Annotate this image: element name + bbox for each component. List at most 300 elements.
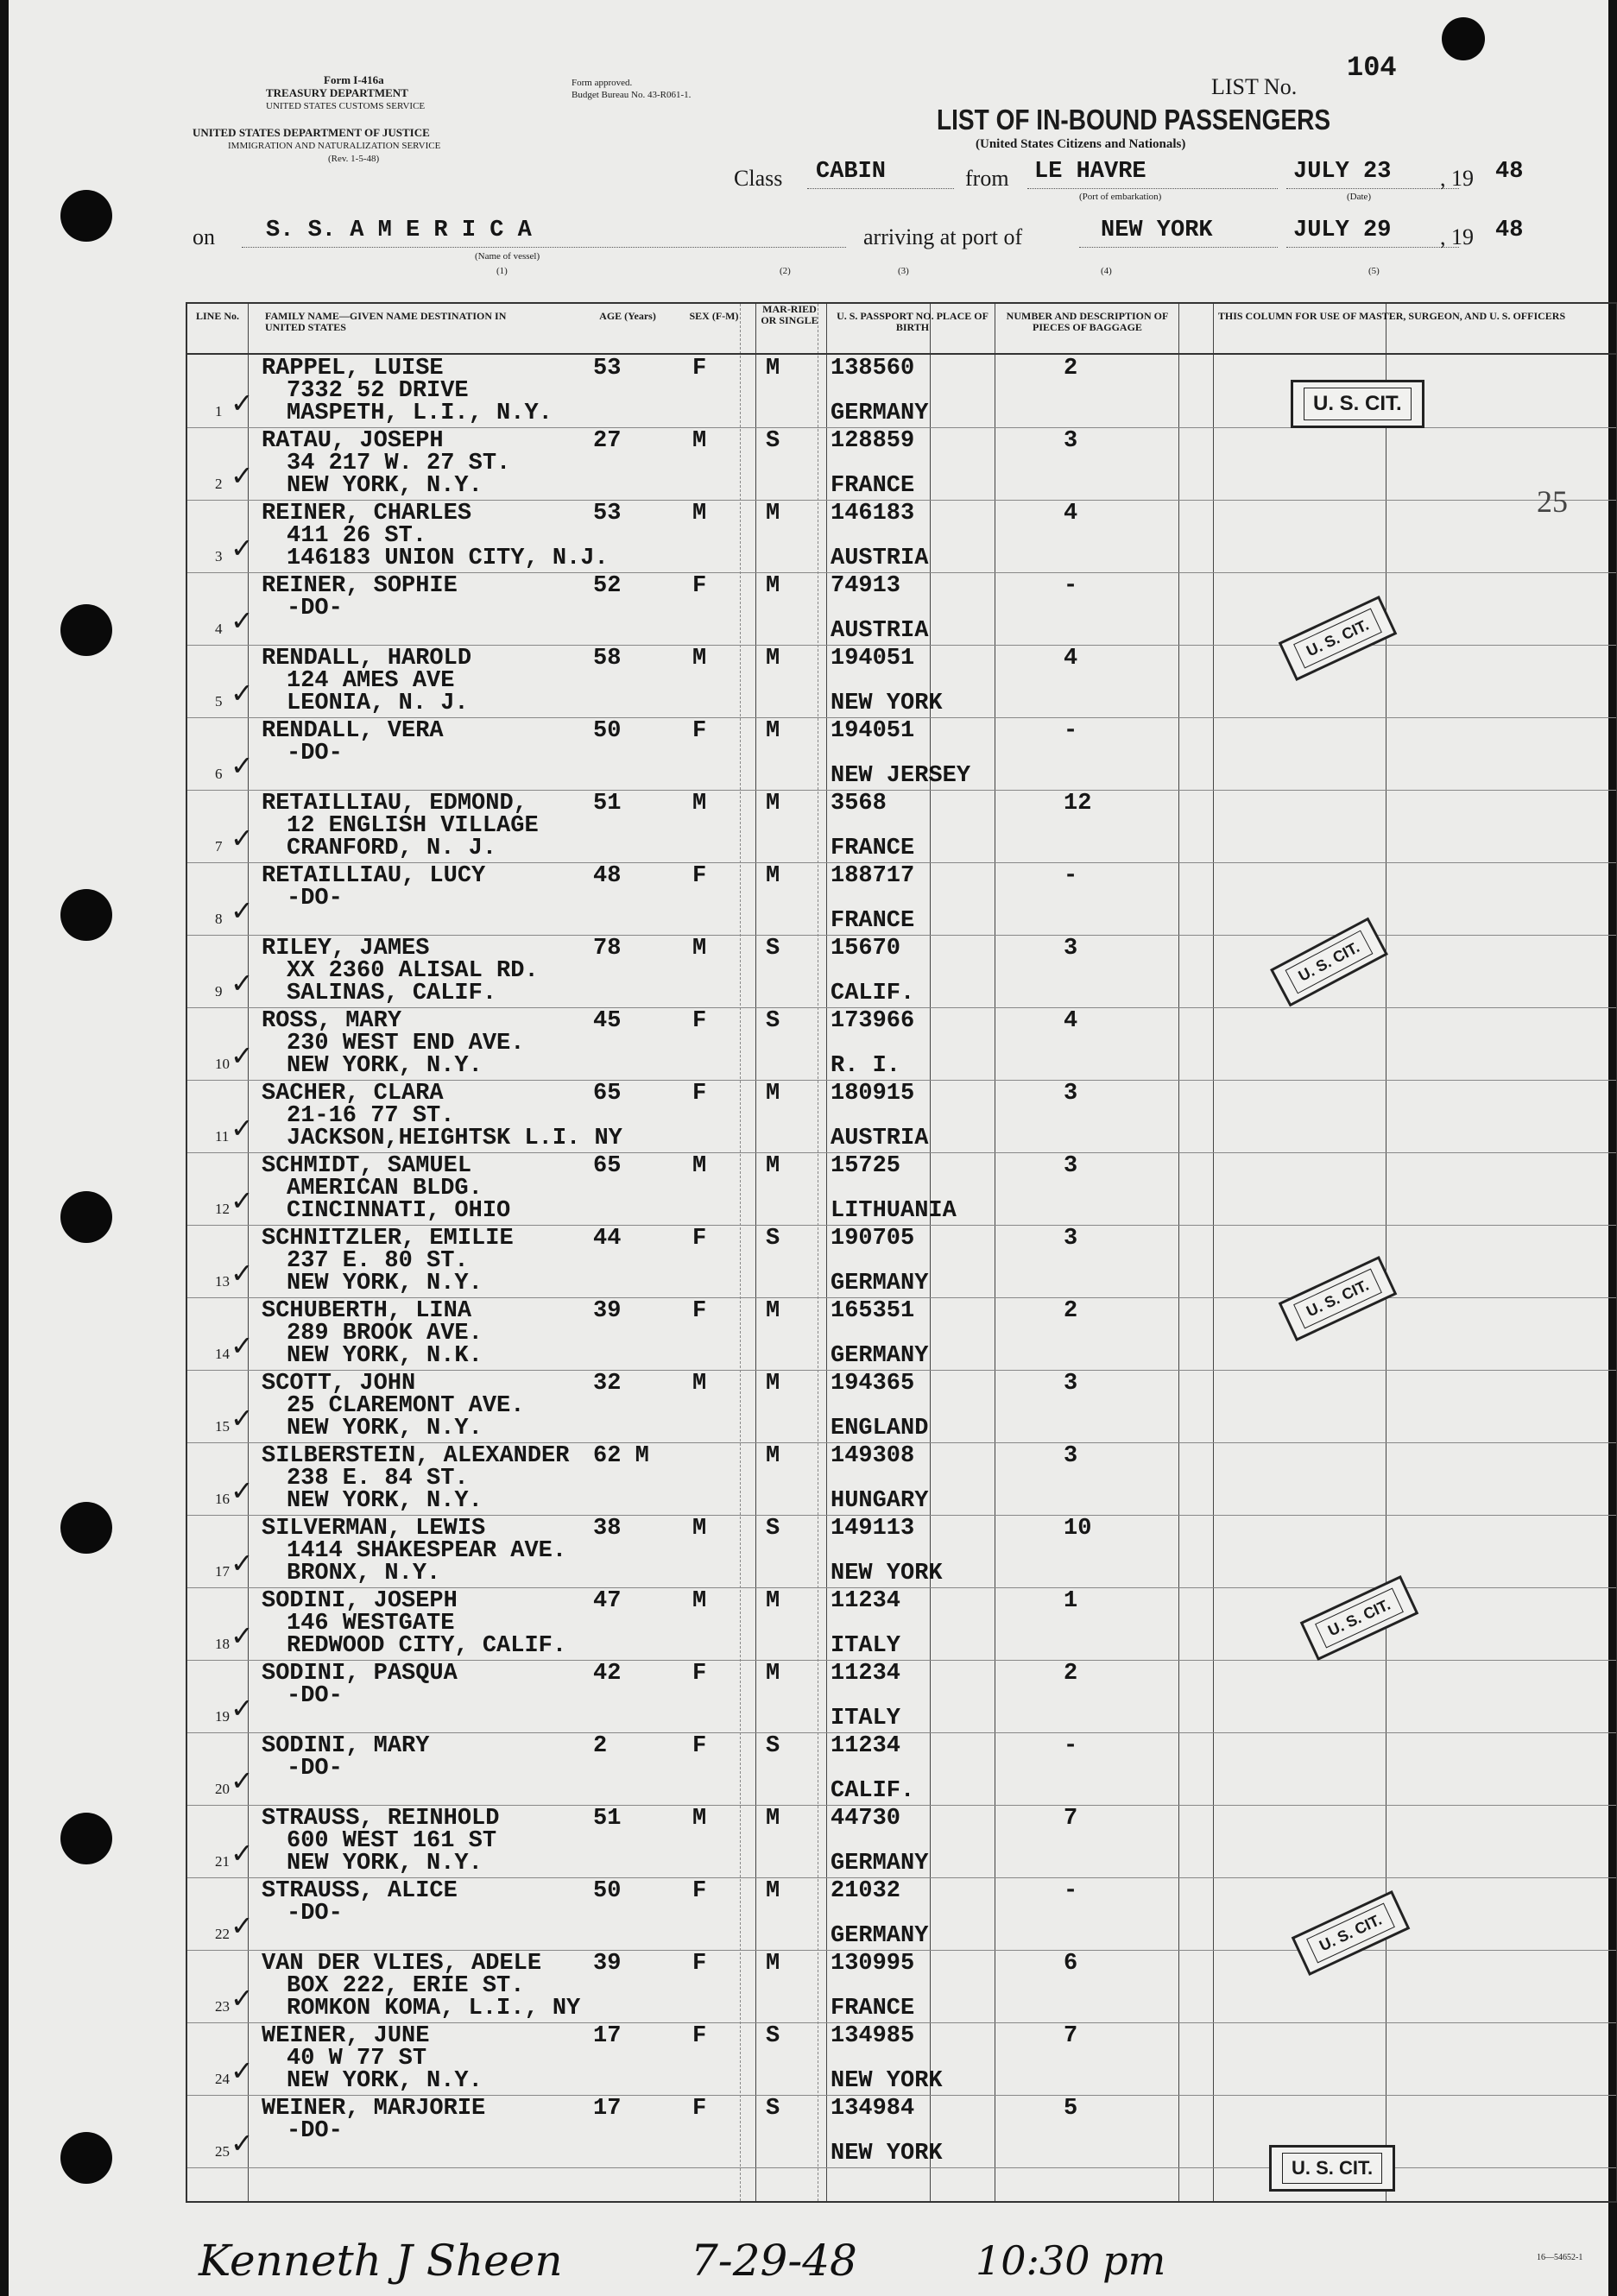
passport-no: 11234 bbox=[831, 1661, 901, 1687]
table-row bbox=[187, 1733, 1616, 1806]
place-of-birth: CALIF. bbox=[831, 1778, 915, 1804]
row-line-no: 13 bbox=[215, 1273, 230, 1290]
passenger-marital: M bbox=[766, 1081, 780, 1107]
checkmark-icon: ✓ bbox=[231, 1982, 254, 2015]
checkmark-icon: ✓ bbox=[231, 1402, 254, 1435]
passenger-sex: M bbox=[692, 1588, 707, 1614]
checkmark-icon: ✓ bbox=[231, 1474, 254, 1507]
passenger-marital: M bbox=[766, 1661, 780, 1687]
row-line-no: 16 bbox=[215, 1491, 230, 1507]
passenger-age: 53 bbox=[593, 501, 622, 527]
passenger-marital: S bbox=[766, 1226, 780, 1252]
passenger-address-1: 12 ENGLISH VILLAGE bbox=[287, 813, 539, 839]
passport-no: 44730 bbox=[831, 1806, 901, 1832]
row-line-no: 22 bbox=[215, 1926, 230, 1942]
col-married: MAR-RIED OR SINGLE bbox=[761, 303, 818, 326]
passport-no: 15670 bbox=[831, 936, 901, 962]
passenger-address-1: 21-16 77 ST. bbox=[287, 1103, 455, 1129]
departure-date: JULY 23 bbox=[1293, 159, 1392, 185]
place-of-birth: FRANCE bbox=[831, 908, 915, 934]
passport-no: 149113 bbox=[831, 1516, 915, 1542]
passenger-name: VAN DER VLIES, ADELE bbox=[262, 1951, 542, 1977]
from-value: LE HAVRE bbox=[1034, 159, 1146, 185]
passenger-name: RENDALL, HAROLD bbox=[262, 646, 472, 672]
baggage-count: 3 bbox=[1064, 1081, 1078, 1107]
passenger-marital: S bbox=[766, 2023, 780, 2049]
us-cit-stamp: U. S. CIT. bbox=[1279, 1256, 1398, 1341]
checkmark-icon: ✓ bbox=[231, 894, 254, 927]
passenger-address-2: JACKSON,HEIGHTSK L.I. NY bbox=[287, 1126, 622, 1151]
place-of-birth: FRANCE bbox=[831, 836, 915, 861]
passenger-address-2: NEW YORK, N.Y. bbox=[287, 1053, 483, 1079]
checkmark-icon: ✓ bbox=[231, 2127, 254, 2160]
passenger-age: 50 bbox=[593, 718, 622, 744]
passenger-name: RILEY, JAMES bbox=[262, 936, 430, 962]
place-of-birth: R. I. bbox=[831, 1053, 901, 1079]
col-num: (5) bbox=[1368, 266, 1380, 276]
place-of-birth: ENGLAND bbox=[831, 1416, 929, 1441]
checkmark-icon: ✓ bbox=[231, 1184, 254, 1217]
form-approved: Form approved. bbox=[572, 78, 633, 88]
passenger-address-1: 7332 52 DRIVE bbox=[287, 378, 469, 404]
passenger-address-2: 146183 UNION CITY, N.J. bbox=[287, 546, 609, 571]
baggage-count: 3 bbox=[1064, 428, 1078, 454]
place-of-birth: FRANCE bbox=[831, 473, 915, 499]
checkmark-icon: ✓ bbox=[231, 1909, 254, 1942]
checkmark-icon: ✓ bbox=[231, 1547, 254, 1580]
us-cit-stamp: U. S. CIT. bbox=[1279, 596, 1398, 681]
row-line-no: 25 bbox=[215, 2143, 230, 2160]
passenger-sex: F bbox=[692, 573, 707, 599]
row-line-no: 21 bbox=[215, 1853, 230, 1870]
passenger-marital: S bbox=[766, 2096, 780, 2122]
row-line-no: 2 bbox=[215, 476, 223, 492]
passenger-name: WEINER, JUNE bbox=[262, 2023, 430, 2049]
place-of-birth: NEW YORK bbox=[831, 691, 943, 716]
passenger-address-1: 238 E. 84 ST. bbox=[287, 1466, 469, 1492]
passenger-address-1: 124 AMES AVE bbox=[287, 668, 455, 694]
passport-no: 146183 bbox=[831, 501, 915, 527]
place-of-birth: LITHUANIA bbox=[831, 1198, 957, 1224]
row-line-no: 3 bbox=[215, 548, 223, 565]
passenger-sex: F bbox=[692, 356, 707, 382]
passenger-marital: M bbox=[766, 1298, 780, 1324]
passenger-address-2: LEONIA, N. J. bbox=[287, 691, 469, 716]
passenger-sex: F bbox=[692, 2096, 707, 2122]
passenger-marital: M bbox=[766, 1153, 780, 1179]
passenger-name: RENDALL, VERA bbox=[262, 718, 444, 744]
passenger-marital: M bbox=[766, 718, 780, 744]
checkmark-icon: ✓ bbox=[231, 1692, 254, 1725]
passenger-age: 38 bbox=[593, 1516, 622, 1542]
passenger-name: SCHUBERTH, LINA bbox=[262, 1298, 472, 1324]
table-row bbox=[187, 1008, 1616, 1081]
passenger-marital: M bbox=[766, 1806, 780, 1832]
passenger-sex: F bbox=[692, 1226, 707, 1252]
baggage-count: 3 bbox=[1064, 1153, 1078, 1179]
passenger-marital: M bbox=[766, 573, 780, 599]
vessel-name: S. S. A M E R I C A bbox=[266, 218, 532, 243]
passenger-age: 53 bbox=[593, 356, 622, 382]
passenger-sex: M bbox=[692, 1516, 707, 1542]
place-of-birth: ITALY bbox=[831, 1706, 901, 1731]
passenger-marital: M bbox=[766, 1588, 780, 1614]
signature: Kenneth J Sheen bbox=[199, 2236, 563, 2286]
passenger-name: SCHMIDT, SAMUEL bbox=[262, 1153, 472, 1179]
year-prefix: , 19 bbox=[1440, 166, 1474, 191]
passport-no: 74913 bbox=[831, 573, 901, 599]
table-row bbox=[187, 1081, 1616, 1153]
col-baggage: NUMBER AND DESCRIPTION OF PIECES OF BAGGAGE bbox=[1006, 310, 1169, 333]
arrival-date: JULY 29 bbox=[1293, 218, 1392, 243]
passport-no: 134984 bbox=[831, 2096, 915, 2122]
passenger-address-2: NEW YORK, N.Y. bbox=[287, 1488, 483, 1514]
table-row bbox=[187, 573, 1616, 646]
passenger-age: 62 M bbox=[593, 1443, 649, 1469]
passenger-marital: M bbox=[766, 1951, 780, 1977]
passport-no: 165351 bbox=[831, 1298, 915, 1324]
baggage-count: 2 bbox=[1064, 1298, 1078, 1324]
passenger-address-2: MASPETH, L.I., N.Y. bbox=[287, 401, 553, 426]
passenger-name: RETAILLIAU, LUCY bbox=[262, 863, 486, 889]
table-row bbox=[187, 428, 1616, 501]
checkmark-icon: ✓ bbox=[231, 1329, 254, 1362]
passport-no: 128859 bbox=[831, 428, 915, 454]
baggage-count: - bbox=[1064, 863, 1078, 889]
passenger-age: 2 bbox=[593, 1733, 608, 1759]
passenger-name: SCOTT, JOHN bbox=[262, 1371, 416, 1397]
passenger-address-1: -DO- bbox=[287, 1901, 343, 1927]
table-row bbox=[187, 1226, 1616, 1298]
checkmark-icon: ✓ bbox=[231, 677, 254, 710]
place-of-birth: AUSTRIA bbox=[831, 546, 929, 571]
col-age: AGE (Years) bbox=[599, 310, 656, 322]
us-cit-stamp: U. S. CIT. bbox=[1292, 1890, 1411, 1976]
passenger-address-2: NEW YORK, N.Y. bbox=[287, 473, 483, 499]
us-cit-stamp: U. S. CIT. bbox=[1300, 1575, 1419, 1661]
from-label: from bbox=[965, 166, 1009, 191]
us-cit-stamp: U. S. CIT. bbox=[1269, 2145, 1395, 2192]
passenger-address-1: -DO- bbox=[287, 886, 343, 911]
table-row bbox=[187, 1806, 1616, 1878]
punch-hole bbox=[1442, 17, 1485, 60]
row-line-no: 18 bbox=[215, 1636, 230, 1652]
list-no: 104 bbox=[1347, 52, 1397, 84]
port-caption: (Port of embarkation) bbox=[1079, 192, 1162, 202]
place-of-birth: NEW JERSEY bbox=[831, 763, 971, 789]
passenger-name: SILBERSTEIN, ALEXANDER bbox=[262, 1443, 570, 1469]
checkmark-icon: ✓ bbox=[231, 1764, 254, 1797]
checkmark-icon: ✓ bbox=[231, 1039, 254, 1072]
checkmark-icon: ✓ bbox=[231, 749, 254, 782]
passenger-sex: M bbox=[692, 646, 707, 672]
passport-no: 188717 bbox=[831, 863, 915, 889]
passenger-age: 27 bbox=[593, 428, 622, 454]
checkmark-icon: ✓ bbox=[231, 459, 254, 492]
passport-no: 21032 bbox=[831, 1878, 901, 1904]
table-row bbox=[187, 2023, 1616, 2096]
passenger-marital: M bbox=[766, 356, 780, 382]
page-title: LIST OF IN-BOUND PASSENGERS bbox=[937, 104, 1331, 136]
passenger-age: 52 bbox=[593, 573, 622, 599]
passenger-address-1: 230 WEST END AVE. bbox=[287, 1031, 525, 1057]
baggage-count: 4 bbox=[1064, 1008, 1078, 1034]
passport-no: 190705 bbox=[831, 1226, 915, 1252]
place-of-birth: NEW YORK bbox=[831, 1561, 943, 1586]
baggage-count: - bbox=[1064, 573, 1078, 599]
passenger-marital: S bbox=[766, 1008, 780, 1034]
baggage-count: 3 bbox=[1064, 936, 1078, 962]
row-line-no: 23 bbox=[215, 1998, 230, 2015]
baggage-count: 3 bbox=[1064, 1371, 1078, 1397]
passenger-age: 47 bbox=[593, 1588, 622, 1614]
passenger-age: 50 bbox=[593, 1878, 622, 1904]
passenger-sex: F bbox=[692, 1661, 707, 1687]
place-of-birth: NEW YORK bbox=[831, 2068, 943, 2094]
passenger-age: 39 bbox=[593, 1951, 622, 1977]
passenger-name: REINER, CHARLES bbox=[262, 501, 472, 527]
passenger-address-1: 289 BROOK AVE. bbox=[287, 1321, 483, 1347]
baggage-count: - bbox=[1064, 718, 1078, 744]
baggage-count: 2 bbox=[1064, 356, 1078, 382]
punch-hole bbox=[60, 2132, 112, 2184]
passenger-sex: F bbox=[692, 1878, 707, 1904]
passenger-sex: F bbox=[692, 1951, 707, 1977]
baggage-count: 5 bbox=[1064, 2096, 1078, 2122]
revision: (Rev. 1-5-48) bbox=[328, 154, 380, 164]
passport-no: 173966 bbox=[831, 1008, 915, 1034]
budget-bureau: Budget Bureau No. 43-R061-1. bbox=[572, 90, 692, 100]
passenger-age: 17 bbox=[593, 2096, 622, 2122]
passenger-marital: S bbox=[766, 428, 780, 454]
passenger-marital: M bbox=[766, 1443, 780, 1469]
ins-name: IMMIGRATION AND NATURALIZATION SERVICE bbox=[228, 141, 441, 151]
passenger-sex: F bbox=[692, 863, 707, 889]
place-of-birth: AUSTRIA bbox=[831, 618, 929, 644]
us-cit-stamp: U. S. CIT. bbox=[1291, 380, 1424, 428]
class-label: Class bbox=[734, 166, 783, 191]
place-of-birth: CALIF. bbox=[831, 981, 915, 1006]
passenger-sex: M bbox=[692, 501, 707, 527]
row-line-no: 14 bbox=[215, 1346, 230, 1362]
passenger-address-2: SALINAS, CALIF. bbox=[287, 981, 497, 1006]
passenger-sex: M bbox=[692, 1153, 707, 1179]
us-cit-stamp: U. S. CIT. bbox=[1270, 918, 1388, 1007]
passenger-address-1: 146 WESTGATE bbox=[287, 1611, 455, 1637]
passenger-address-2: NEW YORK, N.Y. bbox=[287, 2068, 483, 2094]
punch-hole bbox=[60, 1502, 112, 1554]
baggage-count: - bbox=[1064, 1878, 1078, 1904]
table-row bbox=[187, 791, 1616, 863]
passenger-name: REINER, SOPHIE bbox=[262, 573, 458, 599]
col-sex: SEX (F-M) bbox=[689, 310, 739, 322]
checkmark-icon: ✓ bbox=[231, 387, 254, 419]
checkmark-icon: ✓ bbox=[231, 532, 254, 565]
checkmark-icon: ✓ bbox=[231, 1619, 254, 1652]
baggage-count: 3 bbox=[1064, 1226, 1078, 1252]
row-line-no: 17 bbox=[215, 1563, 230, 1580]
passenger-address-1: 1414 SHAKESPEAR AVE. bbox=[287, 1538, 567, 1564]
passenger-name: WEINER, MARJORIE bbox=[262, 2096, 486, 2122]
passport-no: 134985 bbox=[831, 2023, 915, 2049]
row-line-no: 6 bbox=[215, 766, 223, 782]
row-line-no: 15 bbox=[215, 1418, 230, 1435]
passenger-name: RETAILLIAU, EDMOND, bbox=[262, 791, 527, 817]
passenger-address-1: 600 WEST 161 ST bbox=[287, 1828, 497, 1854]
passenger-age: 51 bbox=[593, 791, 622, 817]
table-row bbox=[187, 718, 1616, 791]
table-row bbox=[187, 1153, 1616, 1226]
passport-no: 138560 bbox=[831, 356, 915, 382]
passenger-sex: M bbox=[692, 791, 707, 817]
passenger-address-1: 237 E. 80 ST. bbox=[287, 1248, 469, 1274]
passenger-marital: M bbox=[766, 863, 780, 889]
passport-no: 149308 bbox=[831, 1443, 915, 1469]
col-name: FAMILY NAME—GIVEN NAME DESTINATION IN UNITED STATES bbox=[265, 310, 507, 333]
on-label: on bbox=[193, 224, 215, 249]
passenger-sex: F bbox=[692, 1081, 707, 1107]
baggage-count: 4 bbox=[1064, 501, 1078, 527]
row-line-no: 5 bbox=[215, 693, 223, 710]
passport-no: 180915 bbox=[831, 1081, 915, 1107]
baggage-count: 10 bbox=[1064, 1516, 1092, 1542]
baggage-count: 7 bbox=[1064, 1806, 1078, 1832]
checkmark-icon: ✓ bbox=[231, 967, 254, 1000]
passenger-address-1: XX 2360 ALISAL RD. bbox=[287, 958, 539, 984]
passenger-address-2: NEW YORK, N.K. bbox=[287, 1343, 483, 1369]
punch-hole bbox=[60, 1813, 112, 1864]
punch-hole bbox=[60, 1191, 112, 1243]
passenger-address-2: NEW YORK, N.Y. bbox=[287, 1271, 483, 1296]
passenger-marital: S bbox=[766, 1733, 780, 1759]
baggage-count: 12 bbox=[1064, 791, 1092, 817]
passenger-name: SODINI, JOSEPH bbox=[262, 1588, 458, 1614]
passenger-marital: S bbox=[766, 936, 780, 962]
passenger-address-1: 411 26 ST. bbox=[287, 523, 427, 549]
passenger-age: 45 bbox=[593, 1008, 622, 1034]
passenger-marital: M bbox=[766, 501, 780, 527]
checkmark-icon: ✓ bbox=[231, 1257, 254, 1290]
passenger-address-1: -DO- bbox=[287, 596, 343, 621]
passenger-address-1: BOX 222, ERIE ST. bbox=[287, 1973, 525, 1999]
class-value: CABIN bbox=[816, 159, 887, 185]
place-of-birth: GERMANY bbox=[831, 401, 929, 426]
departure-year: 48 bbox=[1495, 159, 1524, 185]
page-subtitle: (United States Citizens and Nationals) bbox=[976, 137, 1186, 151]
passenger-name: SODINI, MARY bbox=[262, 1733, 430, 1759]
passport-no: 3568 bbox=[831, 791, 887, 817]
passenger-name: RAPPEL, LUISE bbox=[262, 356, 444, 382]
place-of-birth: FRANCE bbox=[831, 1996, 915, 2022]
place-of-birth: GERMANY bbox=[831, 1271, 929, 1296]
passport-no: 194365 bbox=[831, 1371, 915, 1397]
col-line-no: LINE No. bbox=[195, 310, 239, 322]
passenger-sex: F bbox=[692, 1298, 707, 1324]
place-of-birth: NEW YORK bbox=[831, 2141, 943, 2167]
passenger-name: SACHER, CLARA bbox=[262, 1081, 444, 1107]
row-line-no: 20 bbox=[215, 1781, 230, 1797]
passport-no: 15725 bbox=[831, 1153, 901, 1179]
passenger-sex: F bbox=[692, 718, 707, 744]
passenger-address-2: CINCINNATI, OHIO bbox=[287, 1198, 511, 1224]
passenger-age: 51 bbox=[593, 1806, 622, 1832]
passenger-sex: M bbox=[692, 428, 707, 454]
passenger-marital: M bbox=[766, 791, 780, 817]
passenger-marital: M bbox=[766, 1878, 780, 1904]
arrival-year-prefix: , 19 bbox=[1440, 224, 1474, 249]
place-of-birth: AUSTRIA bbox=[831, 1126, 929, 1151]
passenger-age: 65 bbox=[593, 1081, 622, 1107]
col-num: (1) bbox=[496, 266, 508, 276]
baggage-count: 3 bbox=[1064, 1443, 1078, 1469]
signature-date: 7-29-48 bbox=[691, 2236, 857, 2286]
punch-hole bbox=[60, 889, 112, 941]
checkmark-icon: ✓ bbox=[231, 822, 254, 855]
col-num: (4) bbox=[1101, 266, 1112, 276]
row-line-no: 8 bbox=[215, 911, 223, 927]
passenger-address-1: -DO- bbox=[287, 1683, 343, 1709]
table-row bbox=[187, 1298, 1616, 1371]
passenger-address-1: 40 W 77 ST bbox=[287, 2046, 427, 2072]
passenger-sex: F bbox=[692, 1733, 707, 1759]
passenger-address-2: ROMKON KOMA, L.I., NY bbox=[287, 1996, 581, 2022]
checkmark-icon: ✓ bbox=[231, 604, 254, 637]
row-line-no: 19 bbox=[215, 1708, 230, 1725]
passenger-age: 32 bbox=[593, 1371, 622, 1397]
passenger-address-1: 25 CLAREMONT AVE. bbox=[287, 1393, 525, 1419]
passenger-sex: F bbox=[692, 1008, 707, 1034]
row-line-no: 24 bbox=[215, 2071, 230, 2087]
table-row bbox=[187, 1371, 1616, 1443]
passenger-age: 48 bbox=[593, 863, 622, 889]
table-row bbox=[187, 1661, 1616, 1733]
passenger-address-2: BRONX, N.Y. bbox=[287, 1561, 441, 1586]
margin-count: 25 bbox=[1537, 484, 1568, 519]
passenger-sex: M bbox=[692, 1371, 707, 1397]
passenger-address-2: CRANFORD, N. J. bbox=[287, 836, 497, 861]
baggage-count: 2 bbox=[1064, 1661, 1078, 1687]
passenger-name: SCHNITZLER, EMILIE bbox=[262, 1226, 514, 1252]
row-line-no: 10 bbox=[215, 1056, 230, 1072]
col-num: (3) bbox=[898, 266, 909, 276]
passport-no: 194051 bbox=[831, 718, 915, 744]
passport-no: 11234 bbox=[831, 1588, 901, 1614]
treasury-dept: TREASURY DEPARTMENT bbox=[266, 86, 408, 99]
passenger-name: SODINI, PASQUA bbox=[262, 1661, 458, 1687]
baggage-count: 6 bbox=[1064, 1951, 1078, 1977]
table-row bbox=[187, 2096, 1616, 2168]
table-row bbox=[187, 646, 1616, 718]
passenger-address-2: REDWOOD CITY, CALIF. bbox=[287, 1633, 567, 1659]
arrival-year: 48 bbox=[1495, 218, 1524, 243]
justice-dept: UNITED STATES DEPARTMENT OF JUSTICE bbox=[193, 126, 430, 139]
passenger-address-1: -DO- bbox=[287, 741, 343, 766]
passenger-age: 78 bbox=[593, 936, 622, 962]
passenger-address-2: NEW YORK, N.Y. bbox=[287, 1416, 483, 1441]
passenger-address-1: 34 217 W. 27 ST. bbox=[287, 451, 511, 476]
passenger-address-1: -DO- bbox=[287, 1756, 343, 1782]
baggage-count: 4 bbox=[1064, 646, 1078, 672]
passenger-marital: M bbox=[766, 1371, 780, 1397]
passenger-age: 44 bbox=[593, 1226, 622, 1252]
place-of-birth: ITALY bbox=[831, 1633, 901, 1659]
passenger-sex: M bbox=[692, 1806, 707, 1832]
row-line-no: 4 bbox=[215, 621, 223, 637]
signature-time: 10:30 pm bbox=[976, 2237, 1166, 2284]
row-line-no: 1 bbox=[215, 403, 223, 419]
col-passport: U. S. PASSPORT NO. PLACE OF BIRTH bbox=[837, 310, 989, 333]
passenger-marital: S bbox=[766, 1516, 780, 1542]
